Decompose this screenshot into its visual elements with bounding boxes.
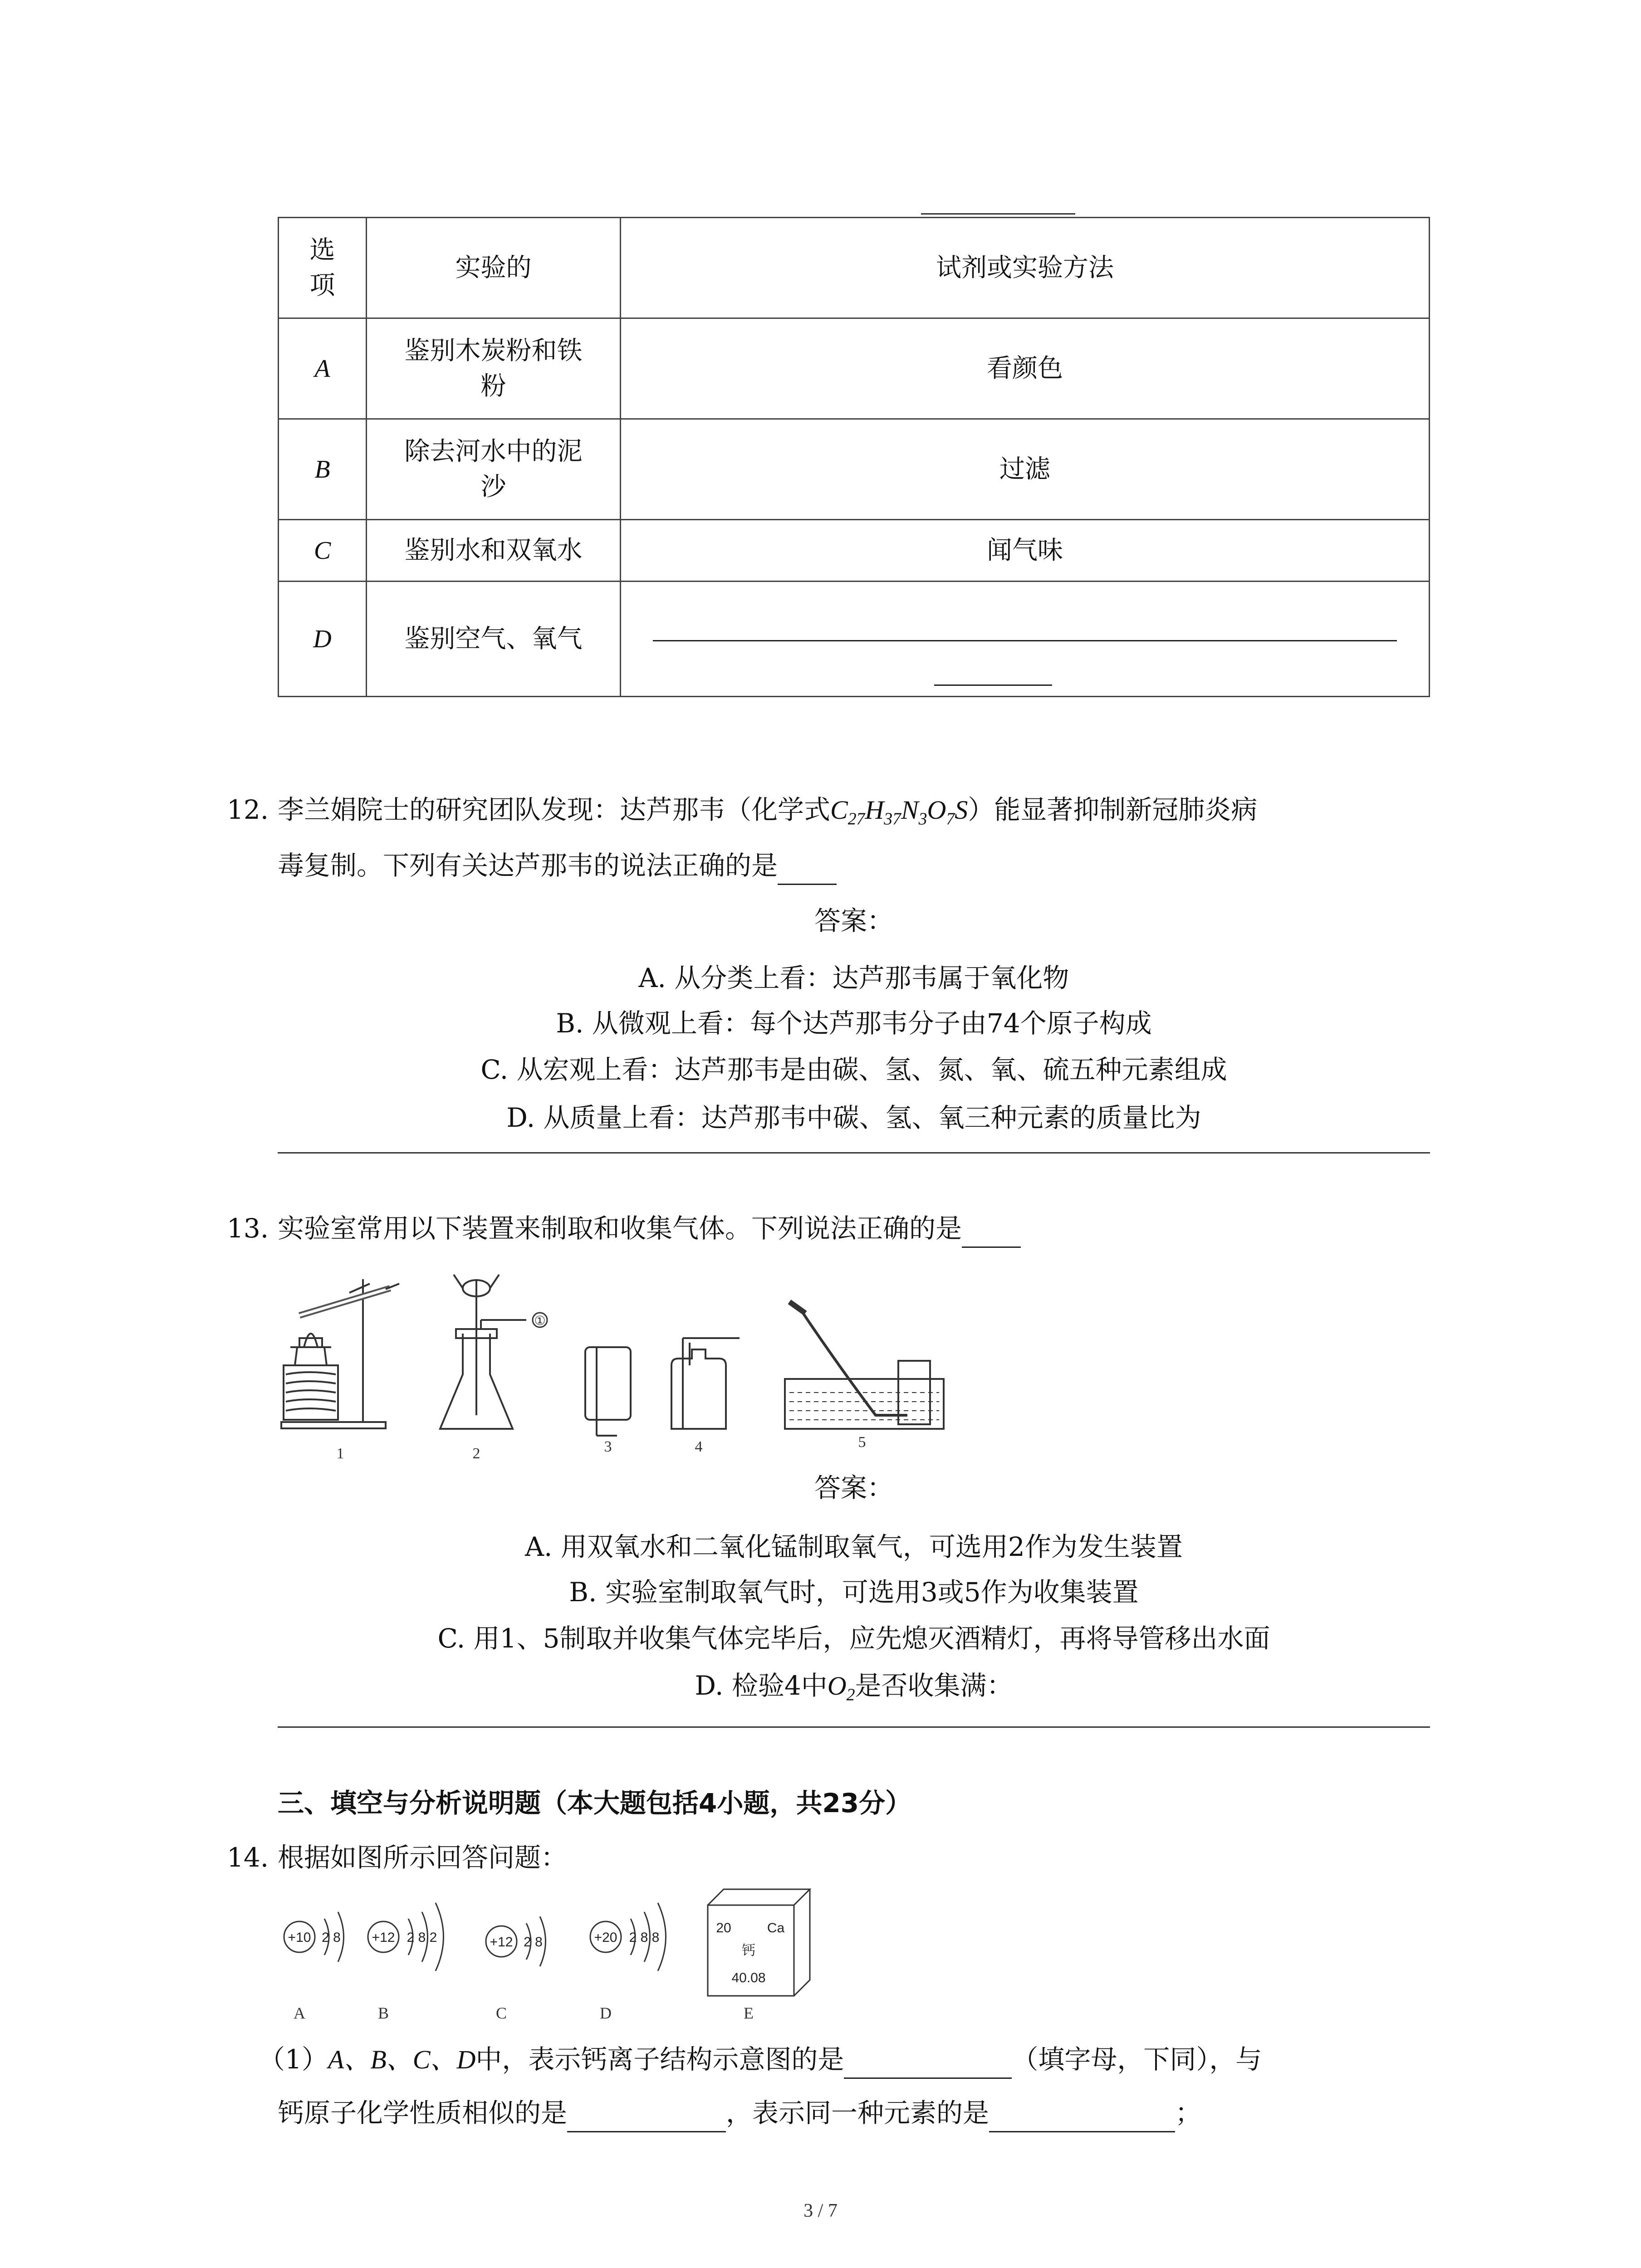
row-method-blank [621,582,1430,697]
circled-one: ① [534,1313,546,1328]
figure-label-4: 4 [695,1438,703,1455]
element-label-e: E [744,2004,754,2022]
q12-option-d: D. 从质量上看：达芦那韦中碳、氢、氧三种元素的质量比为 [506,1102,1201,1133]
lab-apparatus-figure [272,1261,980,1470]
q12-answer-label: 答案： [814,905,893,936]
q13-answer-label: 答案： [814,1472,893,1503]
atom-a-nucleus: +10 [288,1930,311,1945]
row-method: 过滤 [621,419,1430,520]
figure-label-1: 1 [336,1445,344,1462]
table-row [279,520,1430,582]
q14-sub1-line2: 钙原子化学性质相似的是 ，表示同一种元素的是 ； [278,2095,1201,2132]
q13-option-d: D. 检验4中$O_2$是否收集满： [695,1670,1013,1705]
row-option: B [279,419,367,520]
row-option: D [279,582,367,697]
row-option: A [279,318,367,419]
row-purpose: 鉴别水和双氧水 [367,520,621,582]
divider [278,1152,1430,1154]
table-row [279,419,1430,520]
q12-option-c: C. 从宏观上看：达芦那韦是由碳、氢、氮、氧、硫五种元素组成 [480,1054,1227,1085]
atom-label-a: A [294,2004,305,2022]
atom-label-b: B [377,2004,389,2022]
atom-b-shells: 2 8 2 [407,1930,437,1945]
q13-option-b: B. 实验室制取氧气时，可选用3或5作为收集装置 [569,1577,1139,1608]
figure-label-5: 5 [858,1434,866,1451]
atom-d-shells: 2 8 8 [629,1930,660,1945]
element-name: 钙 [742,1943,755,1959]
apparatus-3-collection-bottle [585,1347,631,1436]
q12-stem-line1: 李兰娟院士的研究团队发现：达芦那韦（化学式$C_{27}H_{37}N_3O_7S$）能显著抑制新冠肺炎病 [278,794,1258,829]
q13-stem: 实验室常用以下装置来制取和收集气体。下列说法正确的是 [278,1210,1021,1248]
figure-label-3: 3 [604,1438,612,1455]
q14-number: 14. [227,1842,269,1873]
answer-line-long [653,640,1397,641]
q13-option-c: C. 用1、5制取并收集气体完毕后，应先熄灭酒精灯，再将导管移出水面 [437,1623,1270,1654]
q14-stem: 根据如图所示回答问题： [278,1842,568,1873]
atom-c-shells: 2 8 [524,1935,543,1950]
q13-number: 13. [227,1213,269,1244]
table-header-row [279,218,1430,318]
row-purpose: 鉴别木炭粉和铁 粉 [367,318,621,419]
apparatus-1-heating-setup [281,1279,399,1428]
table-row [279,318,1430,419]
row-method: 看颜色 [621,318,1430,419]
blank-underline-top [921,213,1075,215]
answer-blank [844,2041,1012,2079]
section-3-title: 三、填空与分析说明题（本大题包括4小题，共23分） [278,1788,912,1818]
answer-blank [567,2095,726,2132]
q12-number: 12. [227,794,269,825]
row-option: C [279,520,367,582]
table-row [279,582,1430,697]
element-symbol: Ca [767,1921,785,1936]
divider [278,1726,1430,1728]
answer-blank [962,1210,1021,1248]
experiment-options-table [278,217,1430,697]
atom-d-nucleus: +20 [594,1930,617,1945]
header-option: 选 项 [279,218,367,318]
atom-a-shells: 2 8 [322,1930,341,1945]
atom-b-nucleus: +12 [372,1930,395,1945]
q12-stem-line2: 毒复制。下列有关达芦那韦的说法正确的是 [278,847,837,885]
header-method: 试剂或实验方法 [621,218,1430,318]
atom-label-c: C [495,2004,507,2022]
atom-c-nucleus: +12 [490,1935,513,1950]
row-method: 闻气味 [621,520,1430,582]
q12-option-a: A. 从分类上看：达芦那韦属于氧化物 [638,963,1069,993]
apparatus-2-flask-with-funnel [440,1275,526,1429]
answer-blank [778,847,837,885]
row-purpose: 鉴别空气、氧气 [367,582,621,697]
row-purpose: 除去河水中的泥 沙 [367,419,621,520]
q13-option-a: A. 用双氧水和二氧化锰制取氧气，可选用2作为发生装置 [525,1531,1183,1562]
element-number: 20 [716,1921,731,1936]
atom-label-d: D [600,2004,612,2022]
header-purpose: 实验的 [367,218,621,318]
answer-line-short [934,684,1052,686]
apparatus-5-water-trough [785,1302,944,1429]
page-number: 3 / 7 [803,2200,838,2221]
answer-blank [989,2095,1175,2132]
figure-label-2: 2 [472,1445,480,1462]
q12-option-b: B. 从微观上看：每个达芦那韦分子由74个原子构成 [556,1008,1152,1039]
apparatus-4-collection-bottle [671,1338,740,1429]
q14-sub1-line1: （1）A、B、C、D中，表示钙离子结构示意图的是 （填字母，下同），与 [259,2041,1262,2079]
atomic-structure-figure [272,1882,830,2032]
element-mass: 40.08 [731,1970,766,1985]
